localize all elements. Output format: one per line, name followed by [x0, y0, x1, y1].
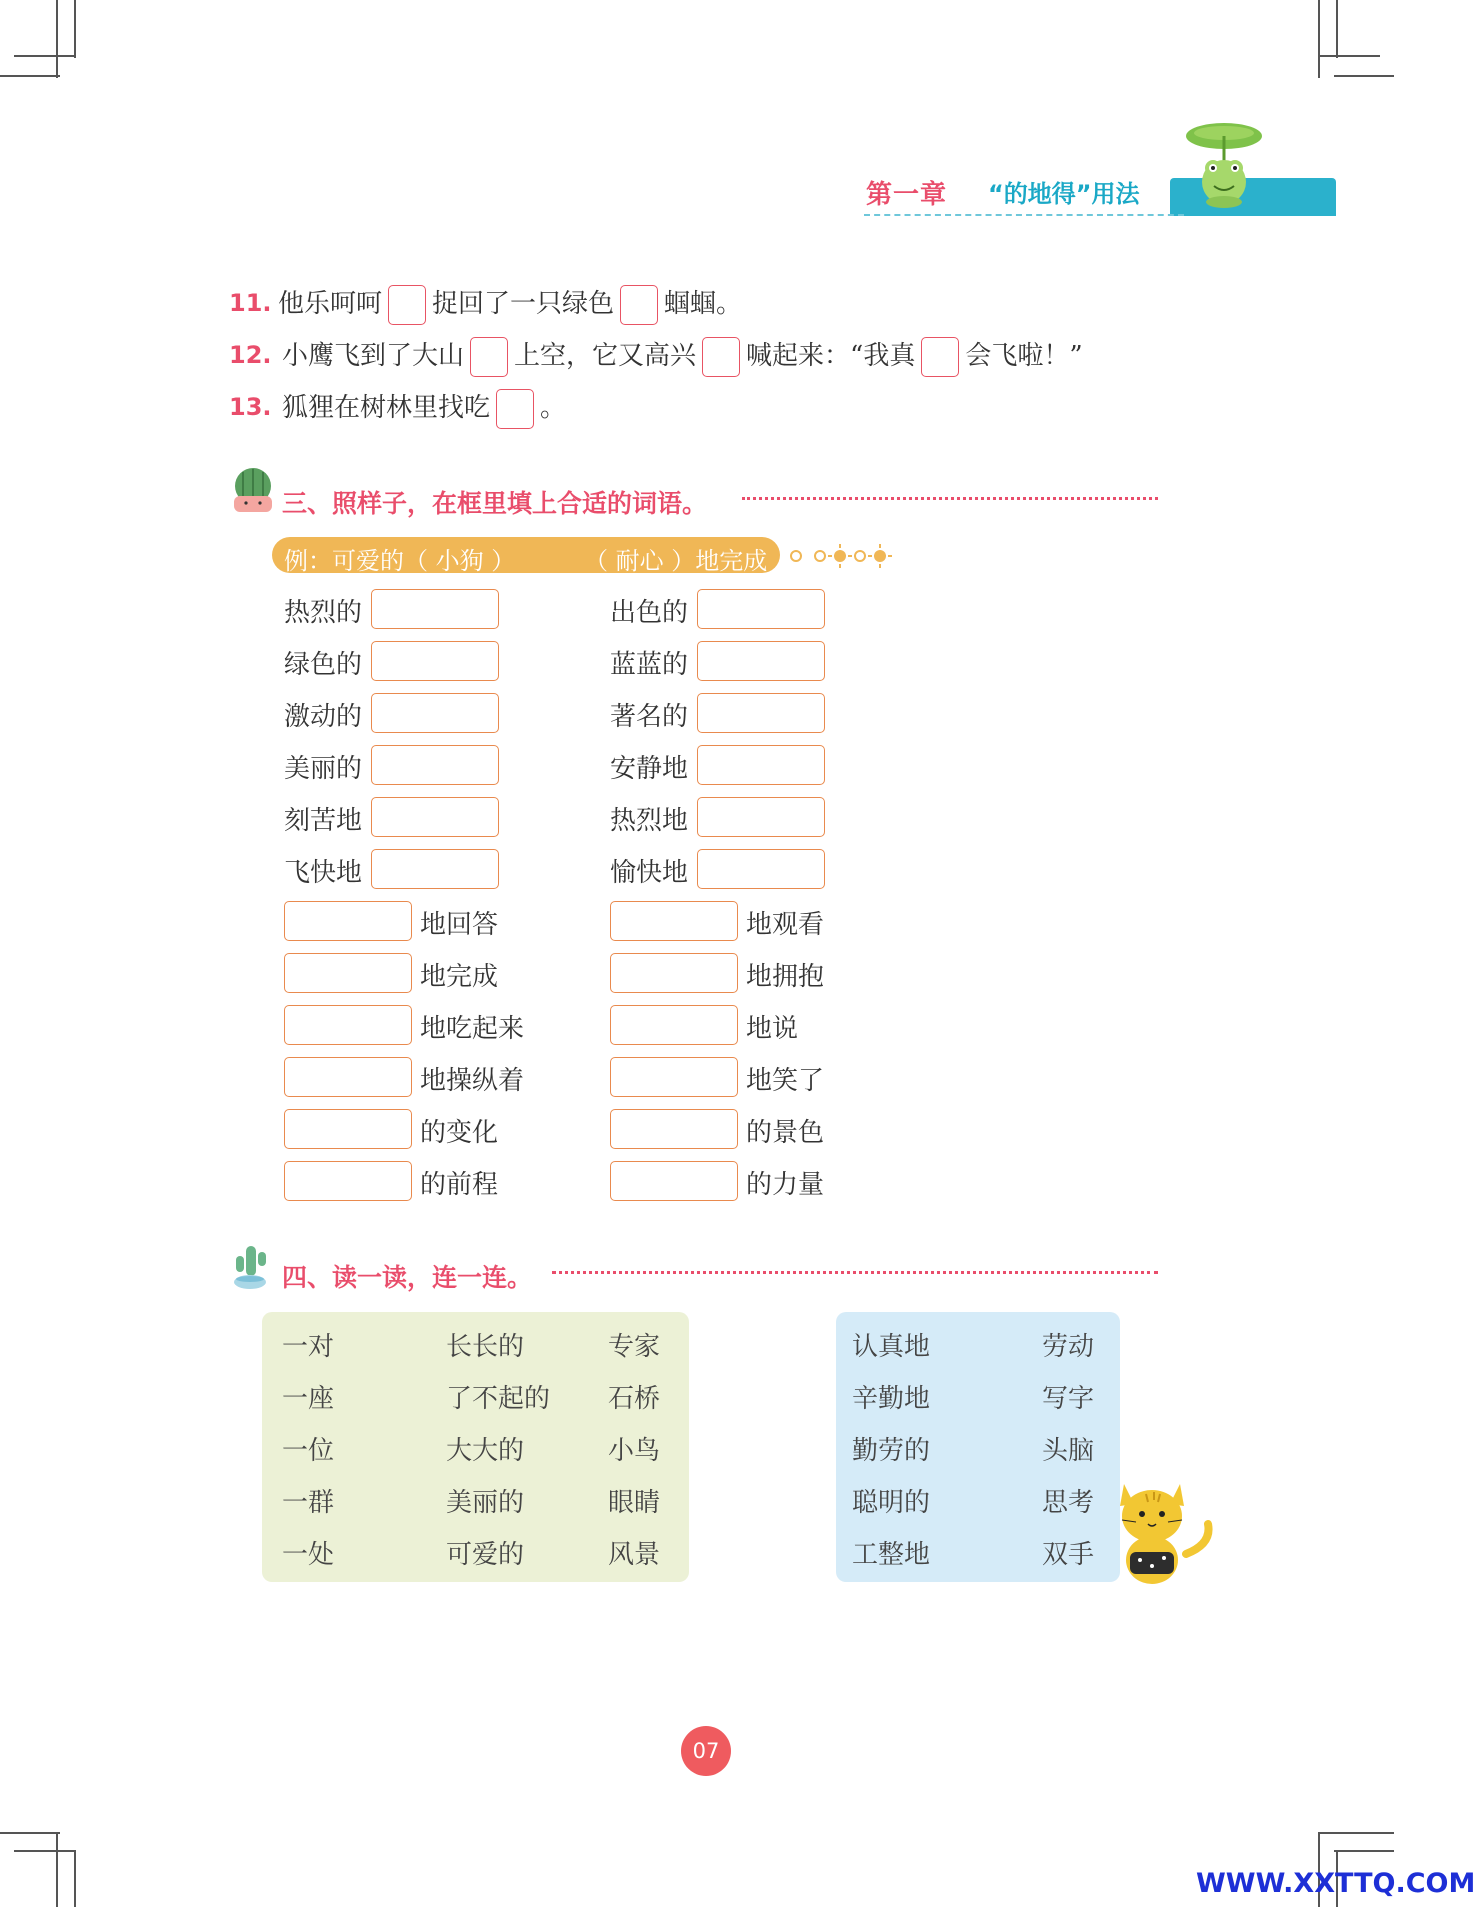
chapter-label: 第一章: [866, 180, 948, 210]
fill-box[interactable]: [371, 745, 499, 785]
fill-suffix: 的变化: [420, 1118, 499, 1148]
match-word[interactable]: 大大的: [446, 1436, 525, 1466]
match-word[interactable]: 认真地: [852, 1332, 931, 1362]
question-11: [278, 283, 742, 325]
fill-box[interactable]: [284, 953, 412, 993]
fill-box[interactable]: [284, 901, 412, 941]
fill-box[interactable]: [371, 849, 499, 889]
match-word[interactable]: 工整地: [852, 1540, 931, 1570]
section-3-title: 三、照样子，在框里填上合适的词语。: [282, 489, 708, 518]
chapter-title: “的地得”用法: [988, 180, 1140, 208]
match-word[interactable]: 一座: [282, 1384, 335, 1414]
fill-box[interactable]: [697, 849, 825, 889]
fill-box[interactable]: [284, 1057, 412, 1097]
match-word[interactable]: 劳动: [1042, 1332, 1095, 1362]
example-right: （ 耐心 ）地完成: [584, 547, 768, 575]
question-text: 他乐呵呵: [278, 289, 383, 319]
match-word[interactable]: 一对: [282, 1332, 335, 1362]
crop-mark: [56, 1832, 58, 1907]
crop-mark: [74, 0, 76, 58]
fill-prefix: 绿色的: [284, 650, 363, 680]
match-word[interactable]: 可爱的: [446, 1540, 525, 1570]
fill-box[interactable]: [697, 641, 825, 681]
fill-prefix: 安静地: [610, 754, 689, 784]
fill-suffix: 的前程: [420, 1170, 499, 1200]
question-text: 上空，它又高兴: [514, 341, 697, 371]
fill-prefix: 出色的: [610, 598, 689, 628]
fill-prefix: 热烈地: [610, 806, 689, 836]
section-4-title: 四、读一读，连一连。: [282, 1263, 533, 1292]
fill-suffix: 地完成: [420, 962, 499, 992]
fill-box[interactable]: [284, 1005, 412, 1045]
crop-mark: [14, 1850, 74, 1852]
crop-mark: [0, 75, 60, 77]
match-word[interactable]: 长长的: [446, 1332, 525, 1362]
fill-box[interactable]: [610, 1161, 738, 1201]
fill-box[interactable]: [697, 797, 825, 837]
dotted-divider: [742, 497, 1158, 500]
fill-suffix: 地说: [746, 1014, 799, 1044]
cactus-plant-icon: [230, 1240, 270, 1290]
fill-prefix: 刻苦地: [284, 806, 363, 836]
question-text: 。: [540, 393, 567, 423]
match-word[interactable]: 一位: [282, 1436, 335, 1466]
crop-mark: [56, 0, 58, 78]
match-word[interactable]: 小鸟: [608, 1436, 661, 1466]
crop-mark: [1334, 1850, 1394, 1852]
cactus-pot-icon: [230, 466, 276, 514]
fill-box[interactable]: [697, 745, 825, 785]
fill-prefix: 激动的: [284, 702, 363, 732]
fill-prefix: 愉快地: [610, 858, 689, 888]
match-word[interactable]: 勤劳的: [852, 1436, 931, 1466]
crop-mark: [1320, 55, 1380, 57]
question-text: 小鹰飞到了大山: [282, 341, 465, 371]
answer-box[interactable]: [702, 337, 740, 377]
fill-prefix: 飞快地: [284, 858, 363, 888]
match-word[interactable]: 一群: [282, 1488, 335, 1518]
fill-box[interactable]: [371, 589, 499, 629]
fill-box[interactable]: [371, 693, 499, 733]
fill-box[interactable]: [284, 1161, 412, 1201]
fill-box[interactable]: [610, 1057, 738, 1097]
fill-box[interactable]: [610, 1109, 738, 1149]
match-word[interactable]: 思考: [1042, 1488, 1095, 1518]
swirl-sun-decoration-icon: [786, 540, 896, 570]
fill-prefix: 热烈的: [284, 598, 363, 628]
question-text: 捉回了一只绿色: [432, 289, 615, 319]
crop-mark: [14, 55, 74, 57]
question-text: 会飞啦！”: [965, 341, 1083, 371]
fill-suffix: 地操纵着: [420, 1066, 525, 1096]
match-word[interactable]: 一处: [282, 1540, 335, 1570]
match-word[interactable]: 双手: [1042, 1540, 1095, 1570]
answer-box[interactable]: [470, 337, 508, 377]
header-divider: [864, 214, 1184, 216]
cat-illustration-icon: [1116, 1474, 1216, 1586]
fill-suffix: 地回答: [420, 910, 499, 940]
fill-box[interactable]: [371, 797, 499, 837]
fill-box[interactable]: [697, 589, 825, 629]
crop-mark: [1318, 0, 1320, 78]
match-word[interactable]: 眼睛: [608, 1488, 661, 1518]
question-text: 喊起来：“我真: [746, 341, 916, 371]
question-12: [282, 335, 1083, 377]
fill-prefix: 蓝蓝的: [610, 650, 689, 680]
match-word[interactable]: 风景: [608, 1540, 661, 1570]
fill-prefix: 著名的: [610, 702, 689, 732]
fill-suffix: 的力量: [746, 1170, 825, 1200]
watermark: WWW.XXTTQ.COM: [1196, 1868, 1475, 1899]
question-text: 蝈蝈。: [664, 289, 743, 319]
question-number: 11.: [229, 289, 272, 317]
match-word[interactable]: 辛勤地: [852, 1384, 931, 1414]
match-word[interactable]: 头脑: [1042, 1436, 1095, 1466]
answer-box[interactable]: [620, 285, 658, 325]
frog-leaf-icon: [1182, 120, 1266, 210]
fill-suffix: 地拥抱: [746, 962, 825, 992]
fill-box[interactable]: [371, 641, 499, 681]
crop-mark: [1320, 1832, 1394, 1834]
crop-mark: [74, 1850, 76, 1907]
crop-mark: [1336, 0, 1338, 58]
match-word[interactable]: 了不起的: [446, 1384, 551, 1414]
question-text: 狐狸在树林里找吃: [282, 393, 491, 423]
match-word[interactable]: 石桥: [608, 1384, 661, 1414]
dotted-divider: [552, 1271, 1158, 1274]
answer-box[interactable]: [496, 389, 534, 429]
crop-mark: [0, 1832, 60, 1834]
page-number: 07: [681, 1726, 731, 1776]
fill-box[interactable]: [697, 693, 825, 733]
question-number: 12.: [229, 341, 272, 369]
fill-suffix: 的景色: [746, 1118, 825, 1148]
fill-box[interactable]: [610, 901, 738, 941]
crop-mark: [1334, 75, 1394, 77]
fill-suffix: 地笑了: [746, 1066, 825, 1096]
answer-box[interactable]: [921, 337, 959, 377]
fill-suffix: 地观看: [746, 910, 825, 940]
fill-box[interactable]: [610, 1005, 738, 1045]
fill-box[interactable]: [284, 1109, 412, 1149]
question-13: [282, 387, 566, 429]
fill-box[interactable]: [610, 953, 738, 993]
match-word[interactable]: 聪明的: [852, 1488, 931, 1518]
fill-prefix: 美丽的: [284, 754, 363, 784]
answer-box[interactable]: [388, 285, 426, 325]
example-left: 例：可爱的（ 小狗 ）: [284, 547, 516, 575]
match-word[interactable]: 写字: [1042, 1384, 1095, 1414]
match-word[interactable]: 专家: [608, 1332, 661, 1362]
question-number: 13.: [229, 393, 272, 421]
match-word[interactable]: 美丽的: [446, 1488, 525, 1518]
example-banner: [272, 537, 780, 573]
fill-suffix: 地吃起来: [420, 1014, 525, 1044]
